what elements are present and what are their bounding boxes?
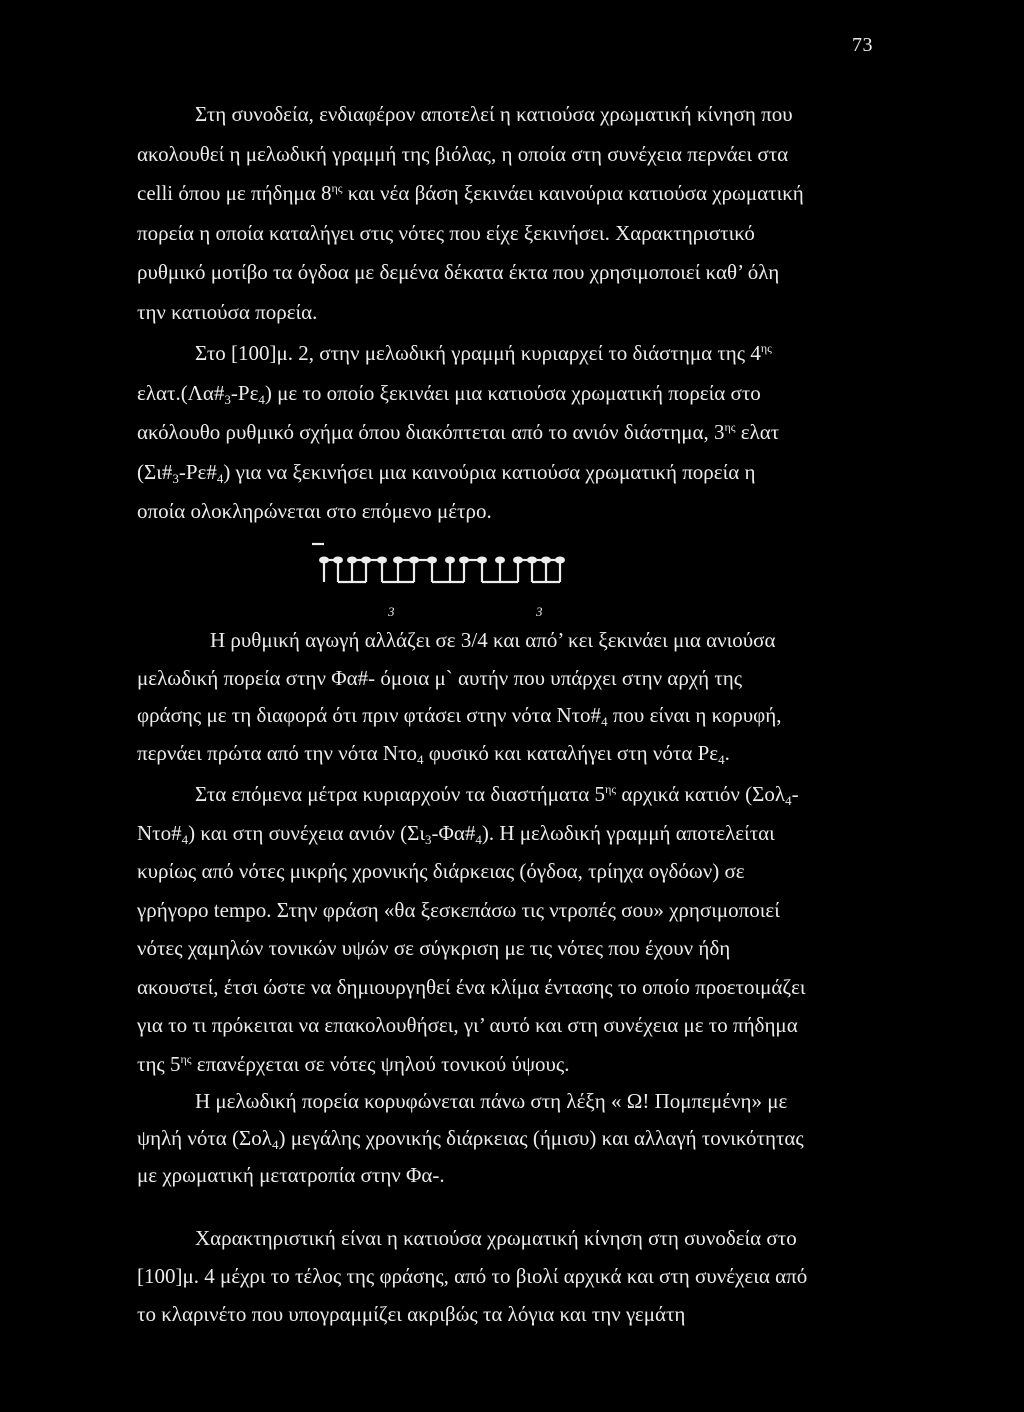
rhythm-note-head [333, 557, 343, 564]
text-run: Η ρυθμική αγωγή αλλάζει σε 3/4 και από’ κει ξεκινάει μια ανιούσα [210, 628, 776, 652]
subscript: 3 [224, 391, 231, 407]
subscript: 4 [417, 751, 424, 767]
text-line [137, 258, 779, 286]
text-run: περνάει πρώτα από την νότα Ντο [137, 740, 418, 765]
subscript: 4 [216, 470, 224, 486]
rhythm-note-head [319, 557, 329, 564]
text-line [137, 1300, 685, 1328]
text-run: φράσης με τη διαφορά ότι πριν φτάσει στην νότα Ντο# [137, 703, 602, 727]
text-run: ψηλή νότα (Σολ [137, 1126, 272, 1150]
text-run: -Ρε# [178, 459, 217, 484]
text-run: ελατ.(Λα# [137, 380, 225, 405]
rhythm-note-head [555, 557, 565, 564]
rhythm-note-head [427, 557, 437, 564]
text-line [137, 739, 730, 767]
rhythm-note-head [393, 557, 403, 564]
text-run: μελωδική πορεία στην Φα#- όμοια μ` αυτήν που υπάρχει στην αρχή της [137, 665, 743, 690]
text-run: οποία ολοκληρώνεται στο επόμενο μέτρο. [137, 499, 492, 523]
text-line [137, 497, 492, 525]
text-run: κυρίως από νότες μικρής χρονικής διάρκειας (όγδοα, τρίηχα ογδόων) σε [137, 859, 745, 883]
subscript: 4 [601, 714, 608, 729]
superscript: ης [724, 420, 736, 434]
text-run: Η μελωδική πορεία κορυφώνεται πάνω στη λέξη « Ω! Πομπεμένη» με [195, 1089, 788, 1113]
rhythm-note-head [445, 557, 455, 564]
text-run: [100]μ. 4 μέχρι το τέλος της φράσης, από το βιολί αρχικά και στη συνέχεια από [137, 1264, 808, 1288]
text-run: πορεία η οποία καταλήγει στις νότες που είχε ξεκινήσει. Χαρακτηριστικό [137, 220, 755, 245]
subscript: 4 [271, 1137, 279, 1152]
superscript: ης [760, 341, 772, 355]
rhythm-note-head [347, 557, 357, 564]
text-line [195, 1224, 797, 1252]
text-line [137, 973, 806, 1001]
subscript: 3 [424, 831, 432, 847]
text-run: γρήγορο tempo. Στην φράση «θα ξεσκεπάσω τις ντροπές σου» χρησιμοποιεί [137, 897, 780, 922]
text-run: νότες χαμηλών τονικών υψών σε σύγκριση με τις νότες που έχουν ήδη [137, 936, 731, 960]
text-line [137, 140, 788, 168]
rhythm-figure [300, 538, 590, 628]
page-number: 73 [852, 34, 873, 56]
text-line [195, 339, 772, 367]
text-line [137, 1262, 807, 1290]
rhythm-note-head [495, 557, 505, 564]
text-run: ) και στη συνέχεια ανιόν (Σι [188, 820, 425, 845]
superscript: ης [180, 1051, 192, 1066]
subscript: 4 [258, 391, 265, 407]
text-run: που είναι η κορυφή, [607, 703, 782, 727]
text-line [137, 1161, 445, 1189]
subscript: 4 [475, 831, 482, 847]
text-line [137, 298, 317, 326]
text-line [137, 857, 745, 885]
text-run: με χρωματική μετατροπία στην Φα-. [137, 1163, 445, 1187]
text-run: Στη συνοδεία, ενδιαφέρον αποτελεί η κατιούσα χρωματική κίνηση που [195, 102, 793, 126]
text-run: . [724, 740, 730, 765]
text-line [137, 664, 742, 692]
text-run: αρχικά κατιόν (Σολ [616, 782, 786, 806]
text-line [195, 780, 799, 808]
text-run: ακολουθεί η μελωδική γραμμή της βιόλας, η οποία στη συνέχεια περνάει στα [137, 141, 789, 166]
subscript: 4 [181, 831, 189, 847]
text-run: -Φα# [431, 820, 476, 845]
text-line [137, 379, 761, 407]
text-run: ) με το οποίο ξεκινάει μια κατιούσα χρωματική πορεία στο [264, 380, 761, 405]
rhythm-note-head [541, 557, 551, 564]
rhythm-note-head [377, 557, 387, 564]
text-line [137, 701, 782, 729]
text-run: φυσικό και καταλήγει στη νότα Ρε [423, 740, 719, 765]
superscript: ης [605, 782, 617, 796]
triplet-label: 3 [536, 604, 543, 619]
triplet-label: 3 [388, 604, 395, 619]
rhythm-note-head [459, 557, 469, 564]
text-run: την κατιούσα πορεία. [137, 299, 318, 324]
text-run: επανέρχεται σε νότες ψηλού τονικού ύψους. [191, 1051, 570, 1076]
text-line [137, 458, 756, 486]
superscript: ης [331, 181, 343, 195]
rhythm-note-head [361, 557, 371, 564]
text-run: ). Η μελωδική γραμμή αποτελείται [481, 820, 775, 845]
text-line [137, 896, 780, 924]
subscript: 4 [785, 793, 792, 808]
text-run: ) μεγάλης χρονικής διάρκειας (ήμισυ) και αλλαγή τονικότητας [278, 1126, 804, 1150]
text-line [137, 179, 804, 207]
text-run: - [791, 782, 799, 806]
text-run: celli όπου με πήδημα 8 [137, 181, 332, 205]
text-run: Στο [100]μ. 2, στην μελωδική γραμμή κυριαρχεί το διάστημα της 4 [195, 341, 761, 365]
text-run: Ντο# [137, 820, 182, 845]
rhythm-note-head [477, 557, 487, 564]
subscript: 4 [718, 751, 725, 767]
subscript: 3 [172, 470, 179, 486]
rhythm-note-head [409, 557, 419, 564]
text-line [195, 100, 793, 128]
text-run: της 5 [137, 1051, 181, 1076]
text-run: ακουστεί, έτσι ώστε να δημιουργηθεί ένα κλίμα έντασης το οποίο προετοιμάζει [137, 974, 806, 999]
text-run: το κλαρινέτο που υπογραμμίζει ακριβώς τα λόγια και την γεμάτη [137, 1302, 686, 1326]
text-line [137, 1124, 804, 1152]
text-run: ) για να ξεκινήσει μια καινούρια κατιούσα χρωματική πορεία η [223, 459, 756, 484]
text-line [195, 1087, 787, 1115]
text-run: για το τι πρόκειται να επακολουθήσει, γι’ αυτό και στη συνέχεια με το πήδημα [137, 1013, 798, 1037]
text-run: Στα επόμενα μέτρα κυριαρχούν τα διαστήματα 5 [195, 782, 606, 806]
text-run: -Ρε [230, 380, 259, 405]
text-line [137, 1050, 570, 1078]
rhythm-note-head [527, 557, 537, 564]
text-run: ακόλουθο ρυθμικό σχήμα όπου διακόπτεται από το ανιόν διάστημα, 3 [137, 420, 725, 444]
rhythm-note-head [513, 557, 523, 564]
text-line [137, 418, 779, 446]
text-line [137, 819, 775, 847]
text-run: (Σι# [137, 459, 173, 484]
text-run: ρυθμικό μοτίβο τα όγδοα με δεμένα δέκατα έκτα που χρησιμοποιεί καθ’ όλη [137, 260, 780, 284]
text-line [137, 219, 755, 247]
text-line [210, 626, 776, 654]
text-run: Χαρακτηριστική είναι η κατιούσα χρωματική κίνηση στη συνοδεία στο [195, 1226, 797, 1250]
text-run: ελατ [735, 420, 780, 444]
text-line [137, 1011, 798, 1039]
text-line [137, 934, 730, 962]
text-run: και νέα βάση ξεκινάει καινούρια κατιούσα χρωματική [342, 181, 804, 205]
